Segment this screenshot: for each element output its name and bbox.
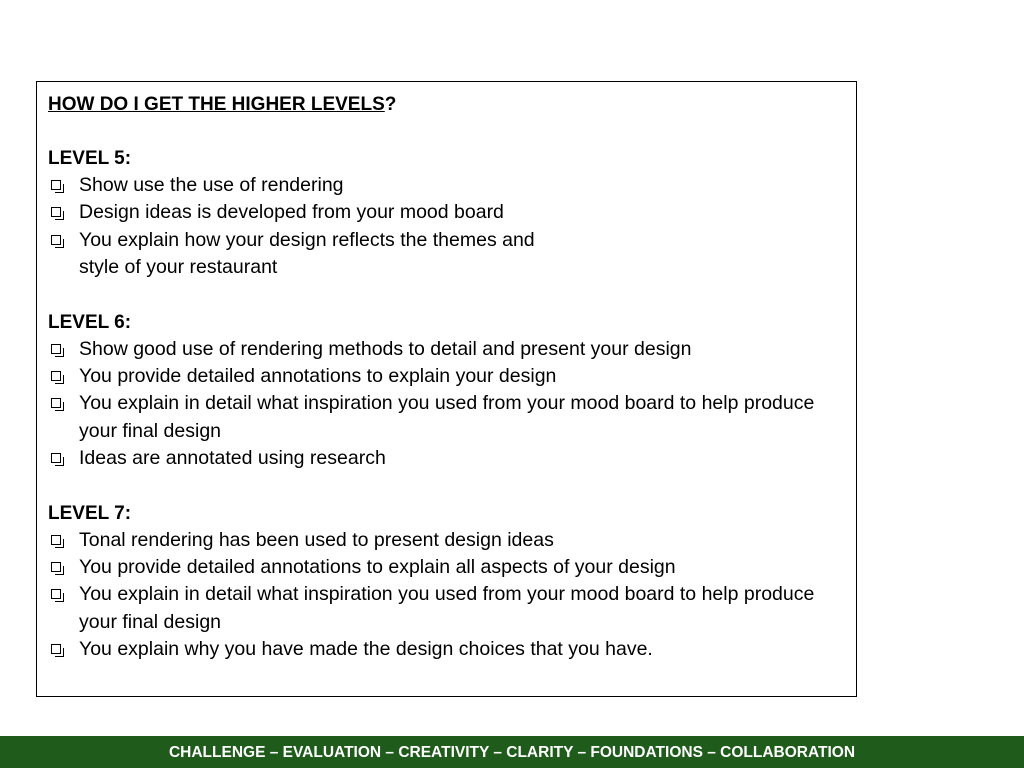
level-6-list <box>48 336 856 473</box>
list-item <box>48 581 849 636</box>
list-item <box>48 172 539 199</box>
level-7-list <box>48 527 856 664</box>
list-item <box>48 445 856 472</box>
list-item-text: You explain how your design reflects the themes and style of your restaurant <box>79 228 535 279</box>
title-suffix: ? <box>384 94 397 115</box>
footer-text: CHALLENGE – EVALUATION – CREATIVITY – CLARITY – FOUNDATIONS – COLLABORATION <box>168 744 856 761</box>
footer-bar <box>0 736 1024 768</box>
list-item-text: You explain why you have made the design choices that you have. <box>79 638 653 661</box>
level-5-list <box>48 172 856 282</box>
title-underlined: HOW DO I GET THE HIGHER LEVELS <box>48 94 385 115</box>
list-item-text: You provide detailed annotations to explain all aspects of your design <box>79 556 676 579</box>
checkbox-bullet-icon <box>51 371 61 381</box>
checkbox-bullet-icon <box>51 562 61 572</box>
level-7-heading: LEVEL 7: <box>48 502 132 524</box>
list-item-text: You provide detailed annotations to explain your design <box>79 365 557 388</box>
level-6-heading: LEVEL 6: <box>48 311 132 333</box>
checkbox-bullet-icon <box>51 644 61 654</box>
list-item-text: You explain in detail what inspiration you used from your mood board to help produce your final design <box>79 392 815 442</box>
checkbox-bullet-icon <box>51 344 61 354</box>
list-item <box>48 527 856 554</box>
list-item-text: Ideas are annotated using research <box>79 447 386 470</box>
checkbox-bullet-icon <box>51 589 61 599</box>
checkbox-bullet-icon <box>51 207 61 217</box>
list-item-text: Show use the use of rendering <box>79 174 344 196</box>
checkbox-bullet-icon <box>51 235 61 245</box>
checkbox-bullet-icon <box>51 398 61 408</box>
list-item-text: Show good use of rendering methods to detail and present your design <box>79 337 692 360</box>
list-item <box>48 636 856 663</box>
checkbox-bullet-icon <box>51 453 61 463</box>
level-5-heading: LEVEL 5: <box>48 148 132 169</box>
list-item <box>48 363 856 390</box>
list-item <box>48 199 539 226</box>
list-item <box>48 390 849 445</box>
spacer <box>48 473 856 500</box>
checkbox-bullet-icon <box>51 535 61 545</box>
list-item <box>48 554 856 581</box>
list-item <box>48 227 539 282</box>
list-item <box>48 336 856 363</box>
list-item-text: Tonal rendering has been used to present design ideas <box>79 528 554 551</box>
list-item-text: You explain in detail what inspiration you used from your mood board to help produce your final design <box>79 583 815 633</box>
spacer <box>48 282 856 309</box>
levels-box <box>36 81 857 697</box>
page-title <box>48 91 856 118</box>
checkbox-bullet-icon <box>51 180 61 190</box>
list-item-text: Design ideas is developed from your mood board <box>79 201 504 224</box>
